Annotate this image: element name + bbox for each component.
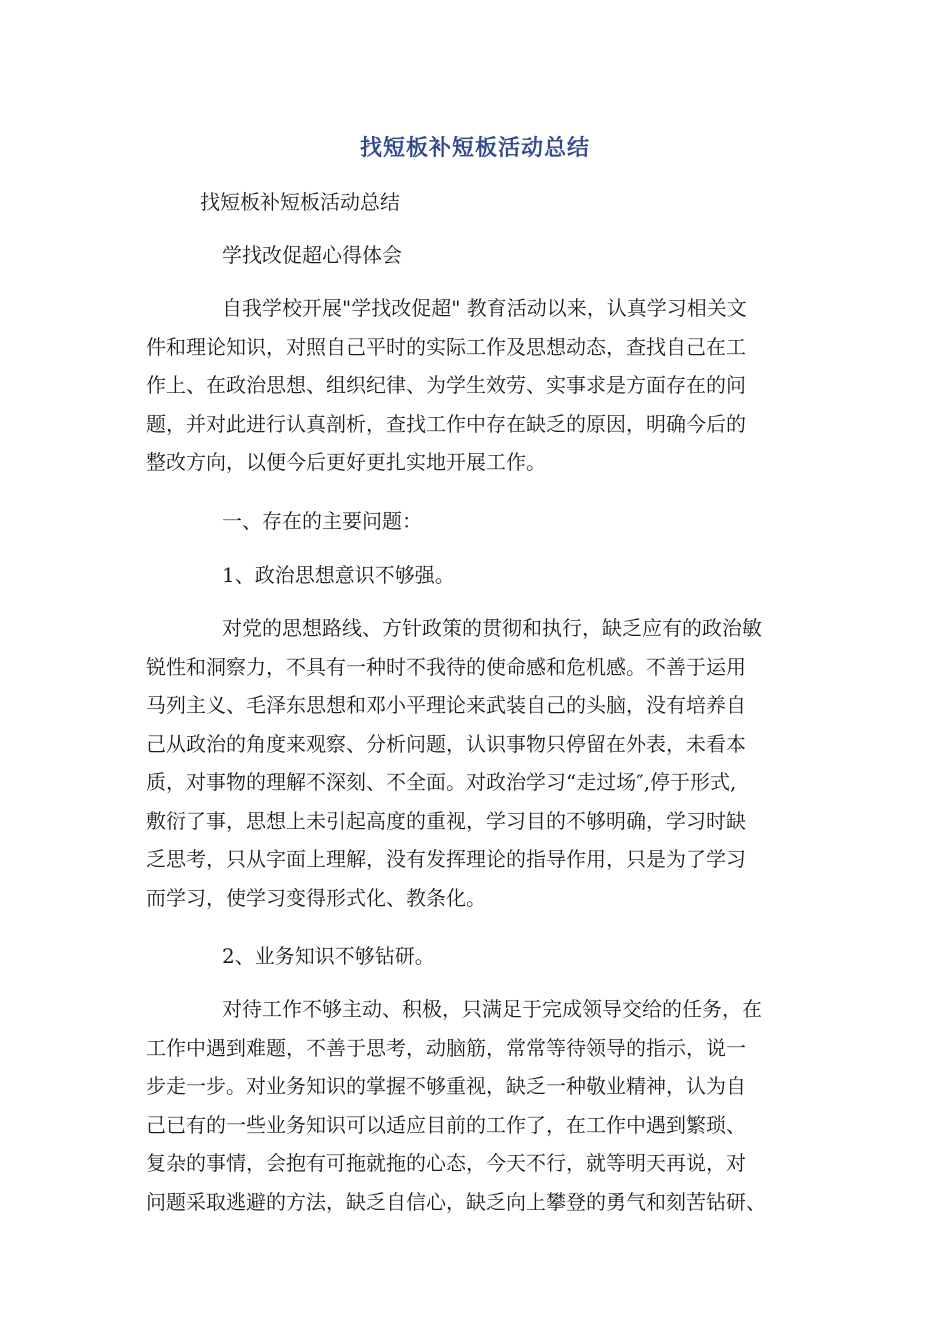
paragraph-line: 工作中遇到难题，不善于思考，动脑筋，常常等待领导的指示，说一: [146, 1035, 746, 1060]
paragraph-line: 锐性和洞察力，不具有一种时不我待的使命感和危机感。不善于运用: [146, 654, 746, 679]
paragraph-line: 作上、在政治思想、组织纪律、为学生效劳、实事求是方面存在的问: [146, 373, 746, 397]
document-title: 找短板补短板活动总结: [359, 136, 590, 161]
heading-main-problems: 一、存在的主要问题：: [222, 509, 422, 533]
paragraph-line: 问题采取逃避的方法，缺乏自信心，缺乏向上攀登的勇气和刻苦钻研、: [146, 1189, 766, 1214]
paragraph-line: 质，对事物的理解不深刻、不全面。对政治学习“走过场″,停于形式,: [146, 770, 737, 794]
paragraph-line: 己从政治的角度来观察、分析问题，认识事物只停留在外表，未看本: [146, 731, 746, 756]
paragraph-line: 步走一步。对业务知识的掌握不够重视，缺乏一种敬业精神，认为自: [146, 1074, 746, 1098]
paragraph-line: 整改方向，以便今后更好更扎实地开展工作。: [146, 450, 546, 474]
document-subtitle: 找短板补短板活动总结: [200, 190, 400, 214]
paragraph-line: 对党的思想路线、方针政策的贯彻和执行，缺乏应有的政治敏: [222, 616, 762, 640]
paragraph-line: 乏思考，只从字面上理解，没有发挥理论的指导作用，只是为了学习: [146, 847, 746, 871]
paragraph-line: 马列主义、毛泽东思想和邓小平理论来武装自己的头脑，没有培养自: [146, 693, 746, 717]
paragraph-line: 件和理论知识，对照自己平时的实际工作及思想动态，查找自己在工: [146, 334, 746, 359]
paragraph-line: 对待工作不够主动、积极，只满足于完成领导交给的任务，在: [222, 997, 762, 1021]
paragraph-line: 敷衍了事，思想上未引起高度的重视，学习目的不够明确，学习时缺: [146, 808, 746, 833]
paragraph-political: [146, 609, 814, 917]
paragraph-line: 题，并对此进行认真剖析，查找工作中存在缺乏的原因，明确今后的: [146, 411, 746, 436]
paragraph-line: 己已有的一些业务知识可以适应目前的工作了，在工作中遇到繁琐、: [146, 1112, 746, 1137]
paragraph-business: [146, 990, 814, 1221]
heading-business-knowledge: 2、业务知识不够钻研。: [222, 944, 435, 968]
paragraph-line: 自我学校开展"学找改促超" 教育活动以来，认真学习相关文: [222, 296, 747, 320]
paragraph-intro: [146, 289, 814, 482]
section-title: 学找改促超心得体会: [222, 243, 402, 267]
paragraph-line: 复杂的事情，会抱有可拖就拖的心态，今天不行，就等明天再说，对: [146, 1151, 746, 1175]
heading-political-awareness: 1、政治思想意识不够强。: [222, 563, 455, 587]
paragraph-line: 而学习，使学习变得形式化、教条化。: [146, 885, 486, 910]
